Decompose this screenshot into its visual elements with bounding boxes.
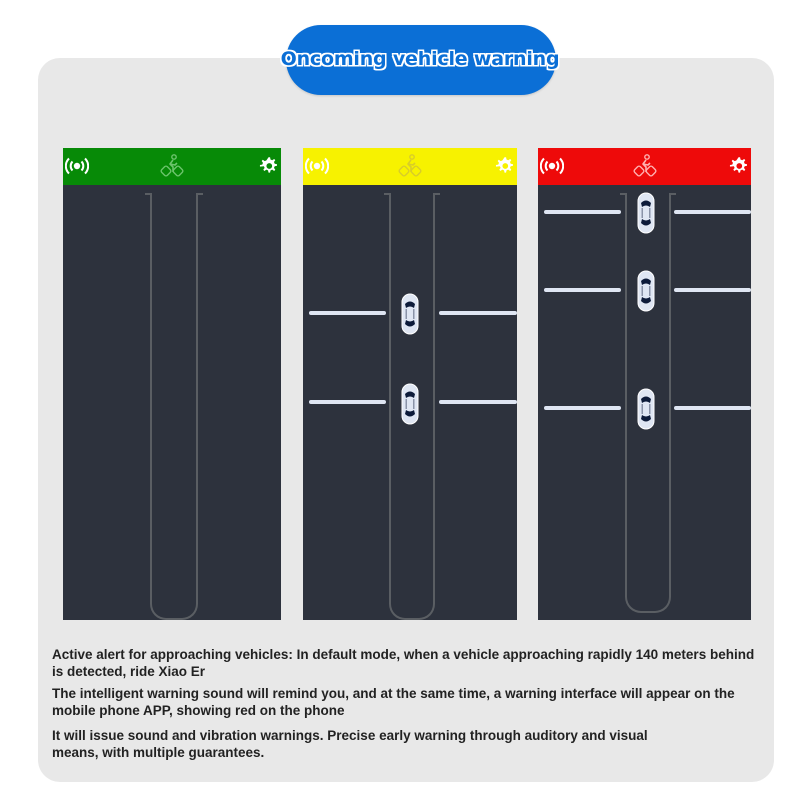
vehicle-icon [637, 388, 655, 430]
vehicle-icon [637, 270, 655, 312]
radar-signal-icon[interactable] [540, 156, 564, 176]
status-panel-safe [63, 148, 281, 620]
lane-marking [544, 288, 621, 292]
status-panel-danger [538, 148, 751, 620]
vehicle-icon [401, 383, 419, 425]
lane-marking [674, 210, 751, 214]
lane-marking [674, 406, 751, 410]
lane-marking [544, 210, 621, 214]
cyclist-icon [632, 153, 658, 179]
panel-header [538, 148, 751, 185]
radar-signal-icon[interactable] [305, 156, 329, 176]
page-title: Oncoming vehicle warning [280, 48, 560, 70]
vehicle-icon [401, 293, 419, 335]
lane-marking [544, 406, 621, 410]
description-paragraph-1: Active alert for approaching vehicles: In default mode, when a vehicle approaching rapidly 140 meters behind is detected, ride Xiao Er [52, 647, 755, 679]
radar-signal-icon[interactable] [65, 156, 89, 176]
cyclist-icon [397, 153, 423, 179]
vehicle-icon [637, 192, 655, 234]
gear-icon[interactable] [729, 156, 749, 176]
lane-marking [309, 311, 386, 315]
lane-marking [674, 288, 751, 292]
gear-icon[interactable] [495, 156, 515, 176]
status-panel-caution [303, 148, 517, 620]
description-paragraph-2: The intelligent warning sound will remind you, and at the same time, a warning interface will appear on the mobile phone APP, showing red on the phone [52, 686, 735, 718]
lane-marking [439, 400, 517, 404]
lane-marking [309, 400, 386, 404]
road-lane [150, 193, 198, 620]
description-paragraph-3: It will issue sound and vibration warnings. Precise early warning through auditory and visual means, with multiple guarantees. [52, 728, 648, 760]
panel-header [303, 148, 517, 185]
cyclist-icon [159, 153, 185, 179]
gear-icon[interactable] [259, 156, 279, 176]
panel-header [63, 148, 281, 185]
lane-marking [439, 311, 517, 315]
